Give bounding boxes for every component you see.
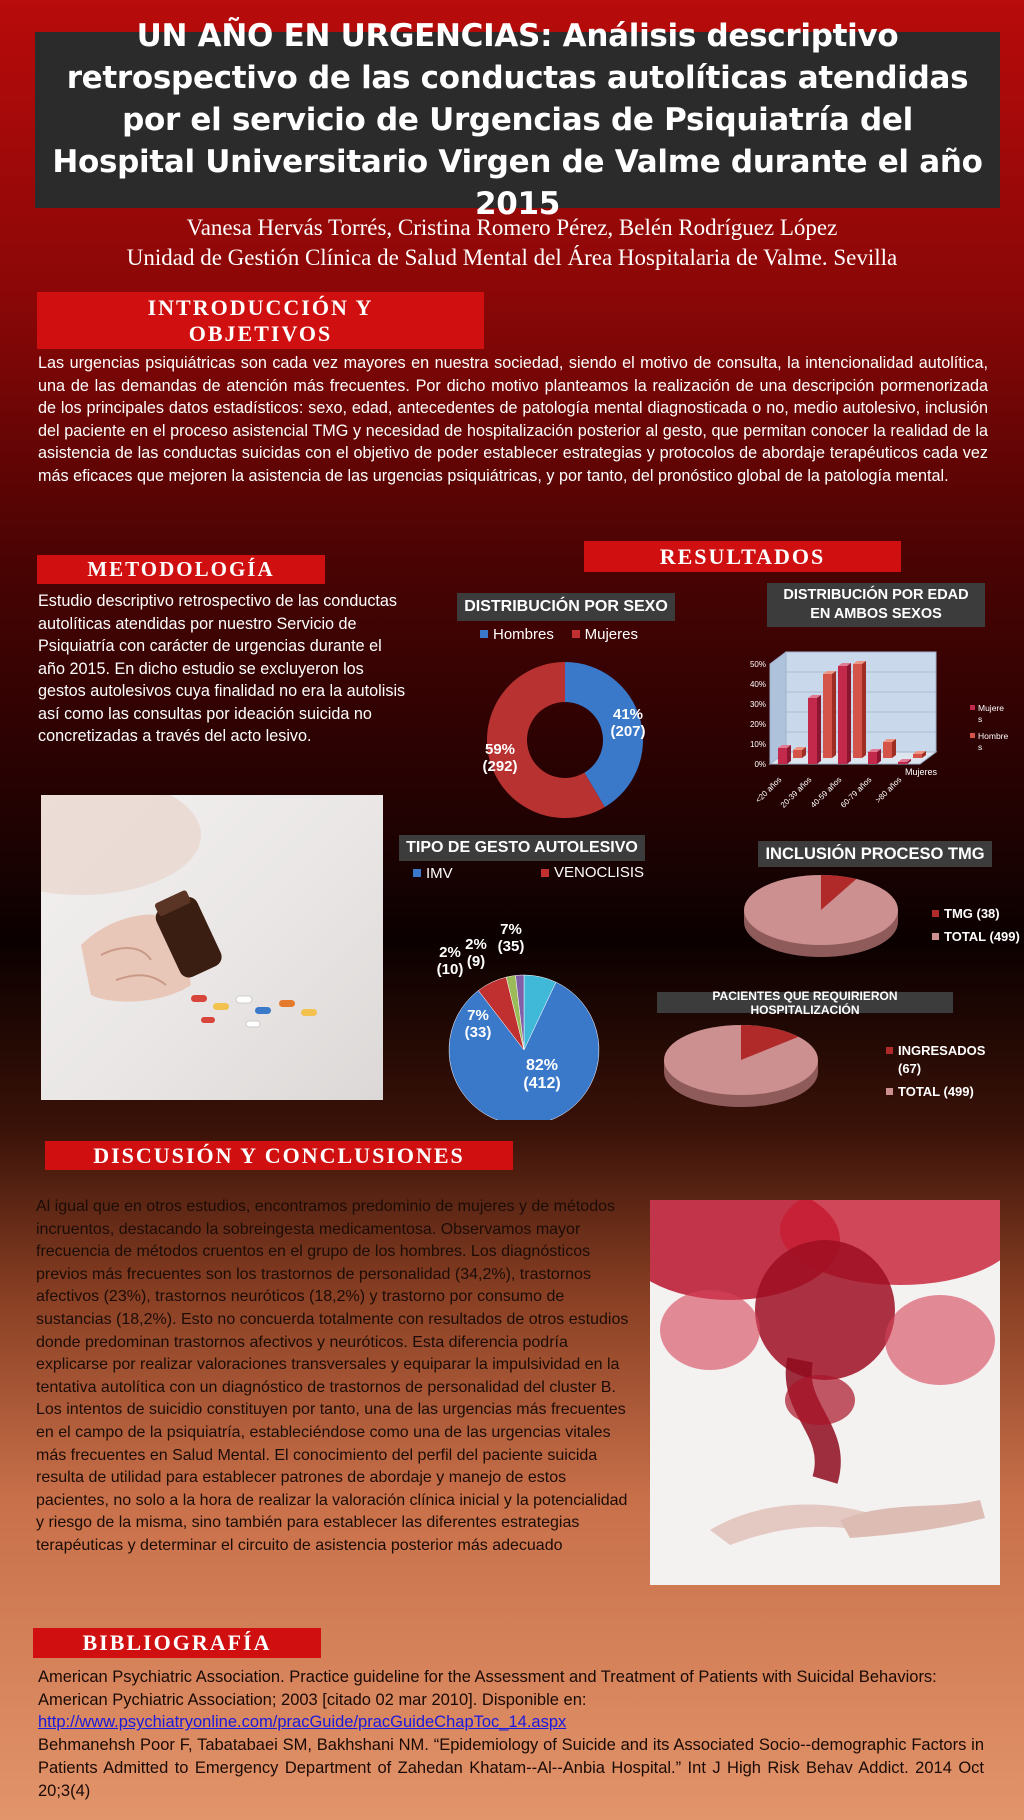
bar-side xyxy=(892,739,896,758)
authors-block xyxy=(0,213,1024,273)
affiliation: Unidad de Gestión Clínica de Salud Mental del Área Hospitalaria de Valme. Sevilla xyxy=(126,245,898,270)
reference-item: Behmanehsh Poor F, Tabatabaei SM, Bakhshani NM. “Epidemiology of Suicide and its Associated Socio--demographic Factors in Patients Admitted to Emergency Department of Zahedan Khatam--Al--Anbia Hospital.” Int J High Risk Behav Addict. 2014 Oct 20;3(4) xyxy=(38,1736,984,1800)
data-label xyxy=(437,944,464,978)
bar xyxy=(913,754,922,758)
chart-age-bars xyxy=(732,638,1024,828)
intro-text: Las urgencias psiquiátricas son cada vez mayores en nuestra sociedad, siendo el motivo de consulta, la intencionalidad autolítica, una de las demandas de atención más frecuentes. Por dicho motivo planteamos la realización de una descripción pormenorizada de los principales datos estadísticos: sexo, edad, antecedentes de patología mental diagnosticada o no, medio autolesivo, inclusión del paciente en el proceso asistencial TMG y necesidad de hospitalización posterior al gesto, que permitan conocer la realidad de la asistencia de las conductas suicidas con el objetivo de poder establecer estrategias y protocolos de abordaje terapéuticos cada vez más eficaces que mejoren la asistencia de las urgencias psiquiátricas, y por tanto, del pronóstico global de la patología mental. xyxy=(38,354,988,485)
reference-item xyxy=(38,1666,984,1734)
x-tick-label: 20-39 años xyxy=(778,775,814,810)
bar xyxy=(808,698,817,764)
data-label-line: (292) xyxy=(482,758,518,775)
x-tick-label: >80 años xyxy=(873,775,904,805)
legend-label: TOTAL (499) xyxy=(944,929,1020,944)
data-label-line: 2% xyxy=(465,936,487,953)
chart-tmg-pie xyxy=(740,870,1024,975)
legend-swatch xyxy=(886,1047,893,1054)
legend-swatch xyxy=(480,630,488,638)
depth-axis-label: Mujeres xyxy=(905,767,938,777)
y-tick-label: 30% xyxy=(749,700,766,709)
data-label xyxy=(523,1057,560,1092)
legend-label: Hombres xyxy=(493,625,554,643)
legend-swatch xyxy=(932,910,939,917)
bar-side xyxy=(817,695,821,764)
data-label-line: (9) xyxy=(466,953,486,970)
x-tick-label: 60-79 años xyxy=(838,775,874,810)
y-tick-label: 0% xyxy=(754,760,766,769)
bar xyxy=(823,674,832,758)
legend-label-line: Hombre xyxy=(978,731,1009,741)
chart-gesture-legend xyxy=(413,864,653,882)
bar xyxy=(883,742,892,758)
legend-label-line: s xyxy=(978,742,983,752)
bar-side xyxy=(862,661,866,758)
bar xyxy=(793,750,802,758)
bar xyxy=(898,762,907,764)
legend-label: IMV xyxy=(426,864,453,882)
data-label-line: 41% xyxy=(612,706,644,723)
data-label-line: 7% xyxy=(500,921,522,938)
legend-label: VENOCLISIS xyxy=(554,864,645,881)
y-tick-label: 20% xyxy=(749,720,766,729)
bar-side xyxy=(787,745,791,764)
discussion-text: Al igual que en otros estudios, encontramos predominio de mujeres y de métodos incruentos, destacando la sobreingesta medicamentosa. Observamos mayor frecuencia de métodos cruentos en el grupo de los hombres. Los diagnósticos previos más frecuentes son los trastornos de personalidad (34,2%), trastornos afectivos (23%), trastornos neuróticos (18,2%) y trastorno por consumo de sustancias (18,2%). Esto no concuerda totalmente con resultados de otros estudios donde predominan trastornos afectivos y neuróticos. Esta diferencia podría explicarse por realizar valoraciones transversales y equiparar la impulsividad en la tentativa autolítica con un diagnóstico de trastornos de personalidad del cluster B. Los intentos de suicidio constituyen por tanto, una de las urgencias más frecuentes en el campo de la psiquiatría, estableciéndose como una de las urgencias vitales más frecuentes en Salud Mental. El conocimiento del perfil del paciente suicida resulta de utilidad para establecer patrones de abordaje y manejo de estos pacientes, no solo a la hora de realizar la valoración clínica inicial y la potencialidad y riesgo de la misma, sino también para establecer las diferentes estrategias terapéuticas y determinar el circuito de asistencia posterior más adecuado xyxy=(36,1198,629,1554)
data-label xyxy=(498,921,525,955)
bar xyxy=(868,752,877,764)
chart-tmg-title: INCLUSIÓN PROCESO TMG xyxy=(758,841,992,867)
legend-label xyxy=(978,731,1009,752)
data-label-line: (412) xyxy=(523,1075,561,1092)
chart-hosp-pie xyxy=(660,1020,1024,1130)
legend-label: TOTAL (499) xyxy=(898,1084,974,1099)
legend-item xyxy=(413,865,453,882)
data-label-line: 59% xyxy=(484,741,516,758)
chart-sex-legend xyxy=(480,625,638,643)
results-heading: RESULTADOS xyxy=(584,541,901,572)
legend-label-line: s xyxy=(978,714,983,724)
data-label-line: (33) xyxy=(464,1024,492,1041)
chart-gesture-title: TIPO DE GESTO AUTOLESIVO xyxy=(399,835,645,861)
chart-sex-donut xyxy=(470,660,660,820)
bar-side xyxy=(847,663,851,764)
legend-label-line: (67) xyxy=(898,1061,922,1076)
legend-swatch xyxy=(886,1088,893,1095)
y-tick-label: 50% xyxy=(749,660,766,669)
legend-label: Mujeres xyxy=(584,625,638,643)
chart-gesture-pie xyxy=(420,900,620,1120)
data-label xyxy=(610,706,645,740)
bibliography-list xyxy=(38,1666,984,1802)
data-label xyxy=(465,1007,492,1041)
data-label-line: 7% xyxy=(467,1007,489,1024)
x-tick-label: 40-59 años xyxy=(808,775,844,810)
legend-label-line: Mujere xyxy=(978,703,1004,713)
bar xyxy=(778,748,787,764)
reference-text: American Psychiatric Association. Practice guideline for the Assessment and Treatment of Patients with Suicidal Behaviors: American Pychiatric Association; 2003 [citado 02 mar 2010]. Disponible en: xyxy=(38,1668,937,1709)
legend-item xyxy=(572,626,638,643)
legend-item xyxy=(541,864,644,881)
reference-link[interactable]: http://www.psychiatryonline.com/pracGuide/pracGuideChapToc_14.aspx xyxy=(38,1713,567,1732)
data-label xyxy=(482,741,517,775)
legend-swatch xyxy=(970,705,975,710)
chart-age-title: DISTRIBUCIÓN POR EDAD EN AMBOS SEXOS xyxy=(767,583,985,627)
legend-swatch xyxy=(413,869,421,877)
x-tick-label: <20 años xyxy=(753,775,784,805)
ink-illustration xyxy=(650,1200,1000,1585)
author-names: Vanesa Hervás Torrés, Cristina Romero Pérez, Belén Rodríguez López xyxy=(186,215,838,240)
legend-swatch xyxy=(970,733,975,738)
discussion-heading: DISCUSIÓN Y CONCLUSIONES xyxy=(45,1141,513,1170)
data-label-line: 82% xyxy=(525,1057,559,1074)
legend-swatch xyxy=(932,933,939,940)
methods-text: Estudio descriptivo retrospectivo de las conductas autolíticas atendidas por nuestro Servicio de Psiquiatría con carácter de urgencias durante el año 2015. En dicho estudio se excluyeron los gestos autolesivos cuya finalidad no era la autolisis así como las consultas por ideación suicida no concretizadas a través del acto lesivo. xyxy=(38,592,406,745)
pills-illustration xyxy=(41,795,383,1100)
bar-side xyxy=(832,671,836,758)
data-label-line: (35) xyxy=(497,938,525,955)
chart-sex-title: DISTRIBUCIÓN POR SEXO xyxy=(457,593,675,621)
data-label xyxy=(465,936,487,970)
bar xyxy=(838,666,847,764)
legend-label-line: INGRESADOS xyxy=(898,1043,986,1058)
pills-photo xyxy=(41,795,383,1100)
intro-heading: INTRODUCCIÓN Y OBJETIVOS xyxy=(37,292,484,349)
legend-label xyxy=(898,1043,986,1076)
legend-swatch xyxy=(572,630,580,638)
bibliography-heading: BIBLIOGRAFÍA xyxy=(33,1628,321,1658)
chart-hosp-title: PACIENTES QUE REQUIRIERON HOSPITALIZACIÓN xyxy=(657,992,953,1013)
data-label-line: (207) xyxy=(610,723,646,740)
y-tick-label: 10% xyxy=(749,740,766,749)
data-label-line: 2% xyxy=(439,944,461,961)
bar xyxy=(853,664,862,758)
legend-label xyxy=(978,703,1004,724)
legend-label: TMG (38) xyxy=(944,906,1000,921)
methods-heading: METODOLOGÍA xyxy=(37,555,325,584)
poster-title: UN AÑO EN URGENCIAS: Análisis descriptivo retrospectivo de las conductas autolíticas atendidas por el servicio de Urgencias de Psiquiatría del Hospital Universitario Virgen de Valme durante el año 2015 xyxy=(35,32,1000,208)
y-tick-label: 40% xyxy=(749,680,766,689)
legend-swatch xyxy=(541,869,549,877)
legend-item xyxy=(480,626,554,643)
data-label-line: (10) xyxy=(436,961,464,978)
ink-photo xyxy=(650,1200,1000,1585)
